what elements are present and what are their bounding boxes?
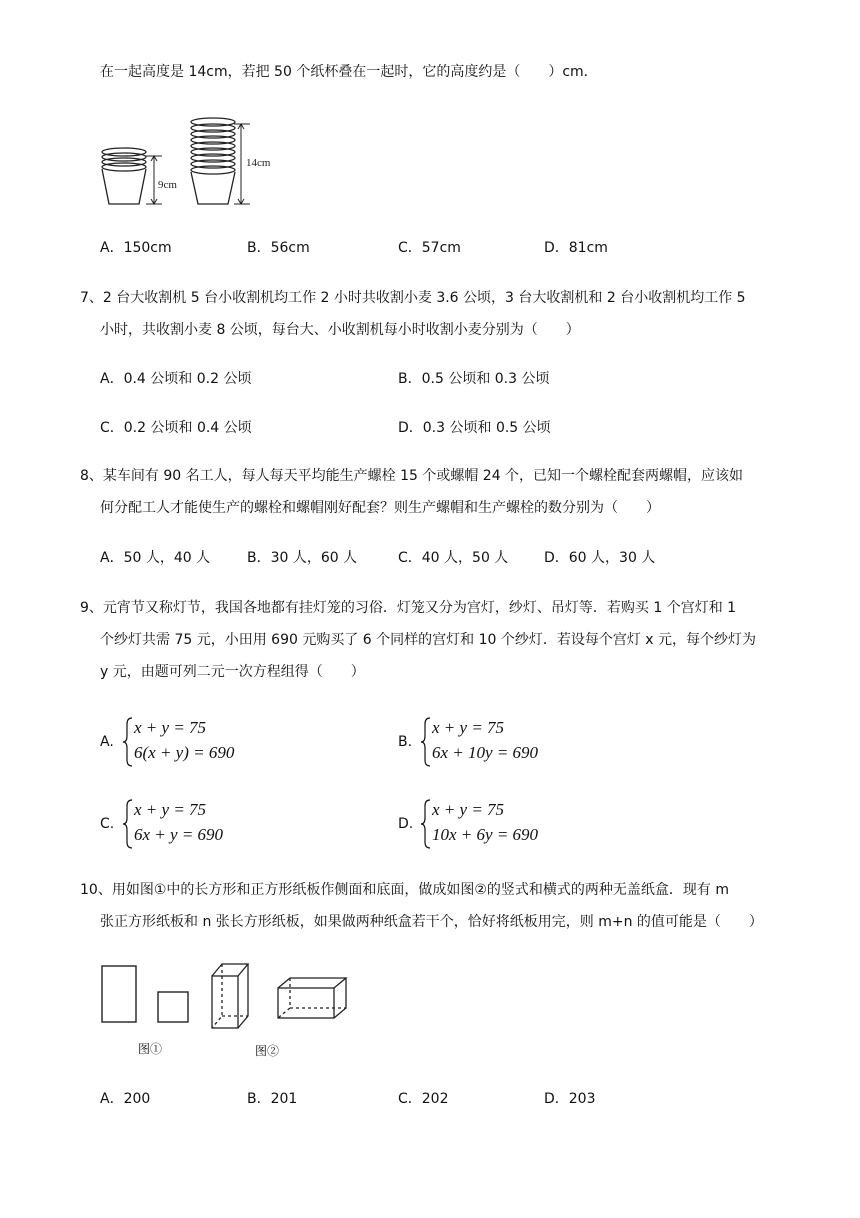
q9-option-d-eq2: 10x + 6y = 690 [432, 825, 539, 844]
q8-line1: 8、某车间有 90 名工人，每人每天平均能生产螺栓 15 个或螺帽 24 个，已知一个螺栓配套两螺帽，应该如 [80, 468, 744, 484]
q10-option-d: D．203 [544, 1091, 596, 1107]
q9-line2: 个纱灯共需 75 元，小田用 690 元购买了 6 个同样的宫灯和 10 个纱灯．若设每个宫灯 x 元，每个纱灯为 [100, 632, 757, 648]
horizontal-box-shape [278, 978, 346, 1018]
large-stack-label: 14cm [246, 157, 271, 169]
q8-option-d: D．60 人，30 人 [544, 550, 656, 566]
figure-1-label: 图① [138, 1042, 163, 1056]
paper-cups-figure [98, 112, 288, 212]
q9-option-a-label: A. [100, 734, 114, 750]
q7-option-a: A．0.4 公顷和 0.2 公顷 [100, 371, 252, 387]
q10-line2: 张正方形纸板和 n 张长方形纸板，如果做两种纸盒若干个，恰好将纸板用完，则 m+n 的值可能是（ ） [100, 914, 763, 930]
q8-option-c: C．40 人，50 人 [398, 550, 509, 566]
q9-option-d-label: D. [398, 816, 414, 832]
q7-option-c: C．0.2 公顷和 0.4 公顷 [100, 420, 252, 436]
brace-icon [122, 798, 134, 850]
q9-option-a-system [122, 716, 272, 768]
q8-option-a: A．50 人，40 人 [100, 550, 211, 566]
q8-line2: 何分配工人才能使生产的螺栓和螺帽刚好配套？则生产螺帽和生产螺栓的数分别为（ ） [100, 500, 660, 516]
q6-option-c: C．57cm [398, 240, 461, 256]
q7-line1: 7、2 台大收割机 5 台小收割机均工作 2 小时共收割小麦 3.6 公顷，3 台大收割机和 2 台小收割机均工作 5 [80, 290, 746, 306]
small-cup-stack [102, 148, 146, 204]
large-cup-stack [191, 118, 235, 204]
square-board-shape [158, 992, 188, 1022]
q9-option-d-system [420, 798, 570, 850]
q7-line2: 小时，共收割小麦 8 公顷，每台大、小收割机每小时收割小麦分别为（ ） [100, 322, 580, 338]
q9-line3: y 元，由题可列二元一次方程组得（ ） [100, 664, 365, 680]
q9-option-c-system [122, 798, 272, 850]
q9-option-d-eq1: x + y = 75 [432, 800, 505, 819]
rectangle-board-shape [102, 966, 136, 1022]
brace-icon [420, 798, 432, 850]
q9-option-c-eq2: 6x + y = 690 [134, 825, 224, 844]
small-stack-label: 9cm [158, 179, 177, 191]
q10-option-b: B．201 [247, 1091, 298, 1107]
q9-line1: 9、元宵节又称灯节，我国各地都有挂灯笼的习俗．灯笼又分为宫灯，纱灯、吊灯等．若购买 1 个宫灯和 1 [80, 600, 737, 616]
q8-option-b: B．30 人，60 人 [247, 550, 358, 566]
q6-option-d: D．81cm [544, 240, 608, 256]
q9-option-c-eq1: x + y = 75 [134, 800, 207, 819]
q6-option-b: B．56cm [247, 240, 310, 256]
q9-option-b-eq1: x + y = 75 [432, 718, 505, 737]
q9-option-b-label: B. [398, 734, 413, 750]
q10-line1: 10、用如图①中的长方形和正方形纸板作侧面和底面，做成如图②的竖式和横式的两种无盖纸盒．现有 m [80, 882, 730, 898]
brace-icon [420, 716, 432, 768]
q6-text: 在一起高度是 14cm，若把 50 个纸杯叠在一起时，它的高度约是（ ）cm． [100, 64, 598, 80]
q9-option-a-eq2: 6(x + y) = 690 [134, 743, 235, 762]
q7-option-b: B．0.5 公顷和 0.3 公顷 [398, 371, 550, 387]
q10-option-a: A．200 [100, 1091, 151, 1107]
figure-2-label: 图② [255, 1044, 280, 1058]
q9-option-b-system [420, 716, 570, 768]
q9-option-b-eq2: 6x + 10y = 690 [432, 743, 539, 762]
q7-option-d: D．0.3 公顷和 0.5 公顷 [398, 420, 551, 436]
vertical-box-shape [212, 964, 248, 1028]
q9-option-a-eq1: x + y = 75 [134, 718, 207, 737]
q10-option-c: C．202 [398, 1091, 449, 1107]
q6-option-a: A．150cm [100, 240, 172, 256]
q9-option-c-label: C. [100, 816, 115, 832]
brace-icon [122, 716, 134, 768]
